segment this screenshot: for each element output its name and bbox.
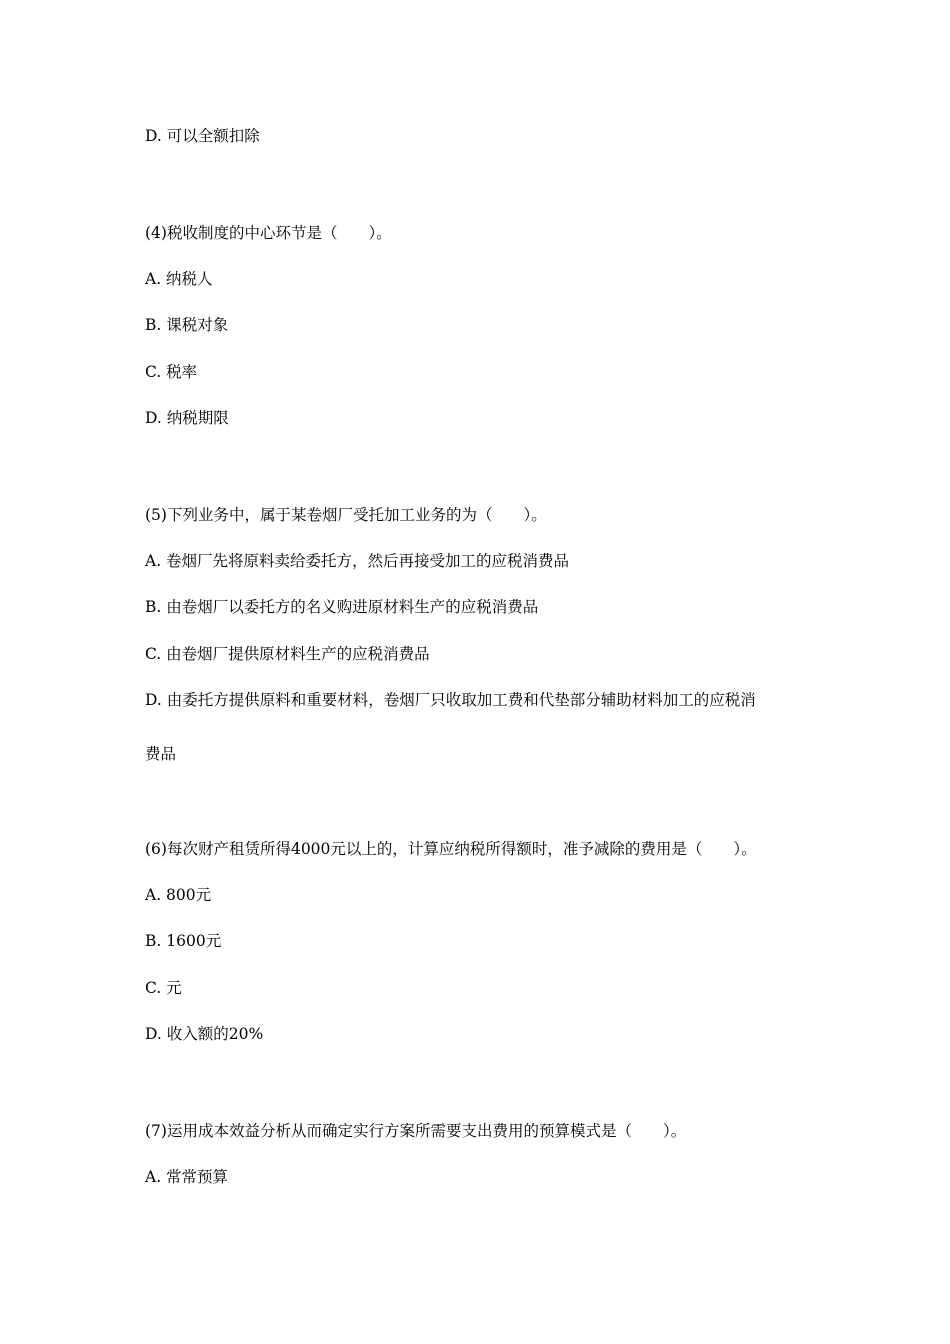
q6-question: (6)每次财产租赁所得4000元以上的，计算应纳税所得额时，准予减除的费用是（ ）。	[145, 840, 757, 858]
q6-option-b: B. 1600元	[145, 932, 222, 950]
q6-option-c: C. 元	[145, 979, 182, 997]
q5-option-b: B. 由卷烟厂以委托方的名义购进原材料生产的应税消费品	[145, 598, 539, 616]
q5-option-a: A. 卷烟厂先将原料卖给委托方，然后再接受加工的应税消费品	[145, 552, 570, 570]
q6-option-a: A. 800元	[145, 886, 212, 904]
q3-option-d: D. 可以全额扣除	[145, 127, 260, 145]
q7-question: (7)运用成本效益分析从而确定实行方案所需要支出费用的预算模式是（ ）。	[145, 1122, 687, 1140]
q5-option-d-continued: 费品	[145, 745, 177, 763]
q4-option-c: C. 税率	[145, 363, 198, 381]
q5-question: (5)下列业务中，属于某卷烟厂受托加工业务的为（ ）。	[145, 506, 547, 524]
q7-option-a: A. 常常预算	[145, 1168, 229, 1186]
q4-option-b: B. 课税对象	[145, 316, 229, 334]
q5-option-d: D. 由委托方提供原料和重要材料，卷烟厂只收取加工费和代垫部分辅助材料加工的应税消	[145, 691, 756, 709]
q5-option-c: C. 由卷烟厂提供原材料生产的应税消费品	[145, 645, 430, 663]
q6-option-d: D. 收入额的20%	[145, 1025, 264, 1043]
q4-question: (4)税收制度的中心环节是（ ）。	[145, 224, 392, 242]
q4-option-a: A. 纳税人	[145, 270, 213, 288]
q4-option-d: D. 纳税期限	[145, 409, 229, 427]
